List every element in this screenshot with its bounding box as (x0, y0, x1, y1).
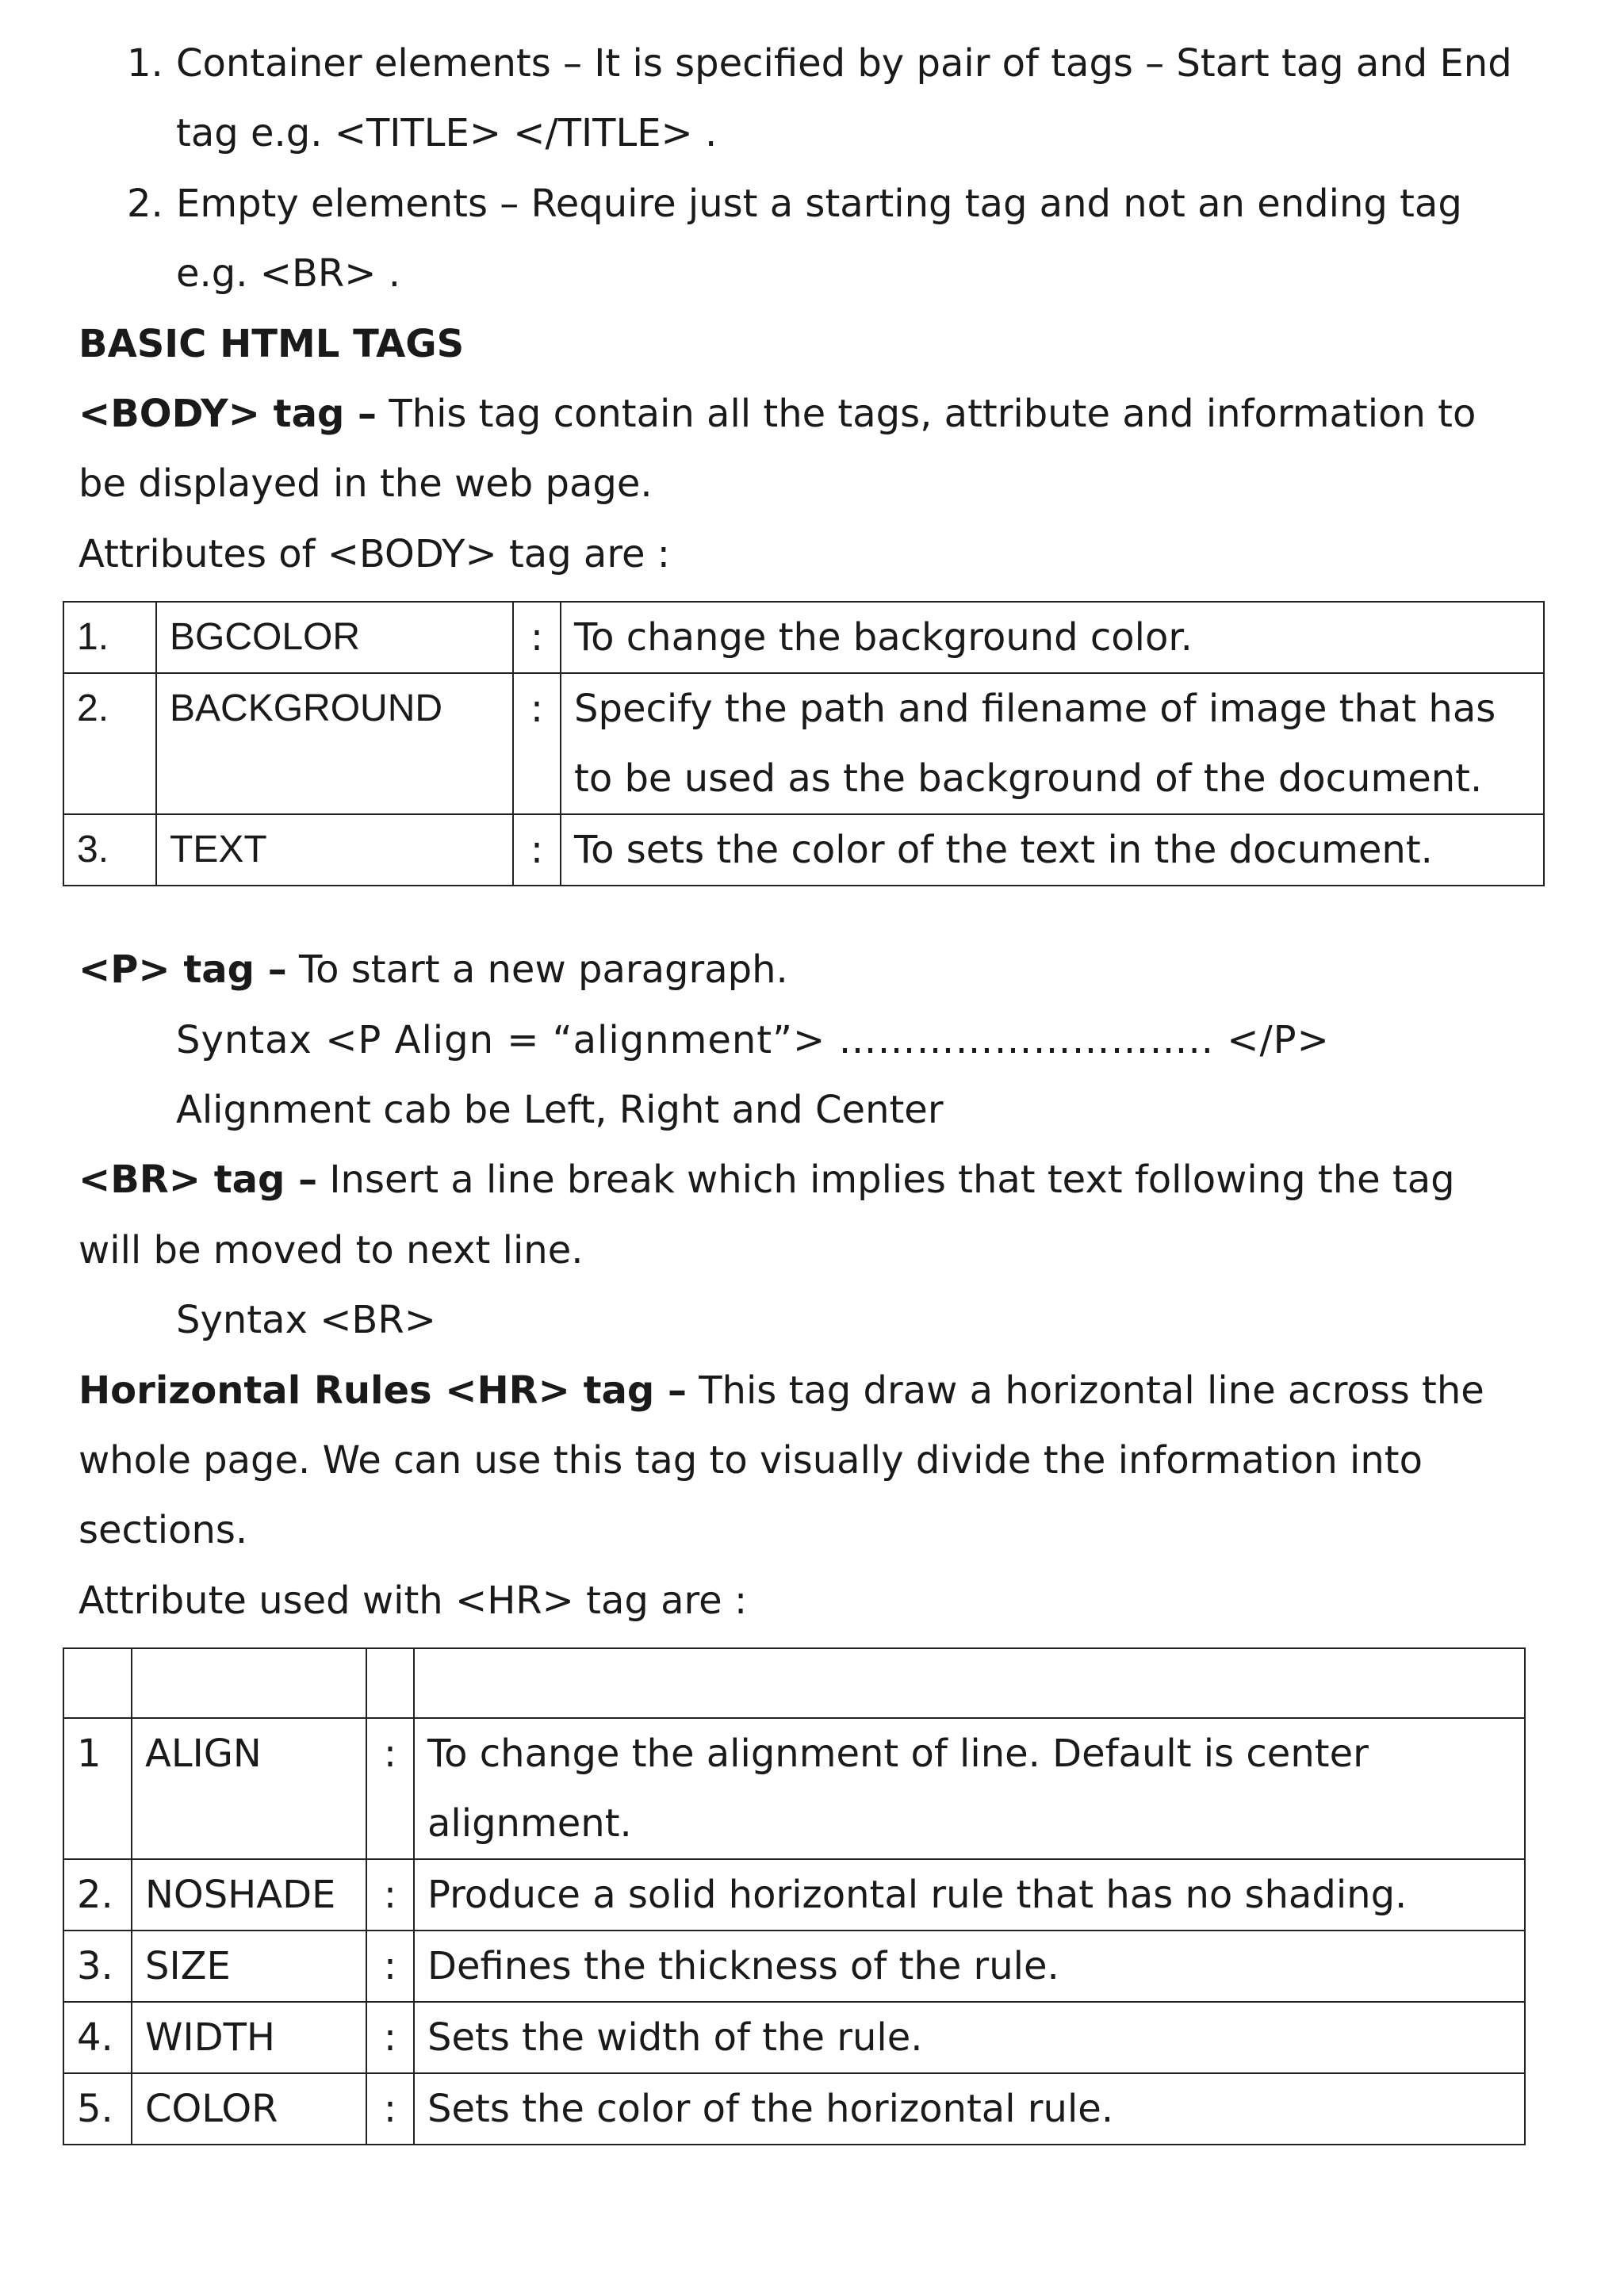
attribute-description: To sets the color of the text in the document. (561, 814, 1544, 886)
attribute-description: Specify the path and filename of image that has to be used as the background of the document. (561, 673, 1544, 814)
row-number (63, 1648, 132, 1718)
separator: : (513, 673, 561, 814)
br-tag-paragraph-line1 (79, 1145, 1455, 1215)
attribute-name: COLOR (132, 2073, 366, 2145)
list-item-1-line1: Container elements – It is specified by pair of tags – Start tag and End (176, 41, 1512, 86)
body-tag-text1: This tag contain all the tags, attribute and information to (377, 392, 1477, 436)
hr-tag-paragraph-line1 (79, 1356, 1484, 1425)
separator: : (366, 2073, 414, 2145)
p-tag-syntax: Syntax <P Align = “alignment”> ……………………….. </P> (176, 1018, 1330, 1062)
separator: : (513, 814, 561, 886)
attribute-description: To change the alignment of line. Default is center alignment. (414, 1718, 1525, 1859)
row-number: 3. (63, 814, 156, 886)
table-row (63, 1859, 1525, 1931)
row-number: 1 (63, 1718, 132, 1859)
p-tag-term: <P> tag – (79, 947, 287, 992)
hr-tag-text3: sections. (79, 1508, 248, 1552)
attribute-description: Produce a solid horizontal rule that has no shading. (414, 1859, 1525, 1931)
attribute-description (414, 1648, 1525, 1718)
body-attributes-table (63, 601, 1545, 886)
attribute-name: NOSHADE (132, 1859, 366, 1931)
p-tag-alignment: Alignment cab be Left, Right and Center (176, 1088, 944, 1132)
body-tag-paragraph-line1 (79, 379, 1476, 449)
separator (366, 1648, 414, 1718)
list-item-2-line2: e.g. <BR> . (176, 251, 401, 296)
attribute-name: BACKGROUND (156, 673, 513, 814)
br-tag-text2: will be moved to next line. (79, 1228, 584, 1272)
separator: : (366, 2002, 414, 2073)
br-tag-term: <BR> tag – (79, 1158, 318, 1202)
attribute-name: WIDTH (132, 2002, 366, 2073)
table-row (63, 602, 1544, 673)
row-number: 4. (63, 2002, 132, 2073)
table-row (63, 2073, 1525, 2145)
table-row (63, 1931, 1525, 2002)
list-item-2-number: 2. (127, 182, 163, 226)
separator: : (366, 1718, 414, 1859)
attribute-description: Sets the color of the horizontal rule. (414, 2073, 1525, 2145)
body-attr-intro: Attributes of <BODY> tag are : (79, 532, 670, 576)
br-tag-text1: Insert a line break which implies that text following the tag (317, 1158, 1455, 1202)
attribute-name: BGCOLOR (156, 602, 513, 673)
list-item-1-number: 1. (127, 41, 163, 86)
hr-attr-intro: Attribute used with <HR> tag are : (79, 1578, 748, 1623)
attribute-name (132, 1648, 366, 1718)
separator: : (513, 602, 561, 673)
hr-tag-text2: whole page. We can use this tag to visually divide the information into (79, 1438, 1423, 1483)
br-tag-syntax: Syntax <BR> (176, 1298, 436, 1342)
row-number: 2. (63, 1859, 132, 1931)
list-item-2-line1: Empty elements – Require just a starting tag and not an ending tag (176, 182, 1462, 226)
separator: : (366, 1931, 414, 2002)
attribute-name: ALIGN (132, 1718, 366, 1859)
body-tag-term: <BODY> tag – (79, 392, 377, 436)
body-tag-text2: be displayed in the web page. (79, 461, 653, 506)
hr-tag-term: Horizontal Rules <HR> tag – (79, 1368, 687, 1413)
attribute-description: Sets the width of the rule. (414, 2002, 1525, 2073)
list-item-1-line2: tag e.g. <TITLE> </TITLE> . (176, 111, 718, 155)
attribute-name: TEXT (156, 814, 513, 886)
attribute-description: To change the background color. (561, 602, 1544, 673)
hr-tag-text1: This tag draw a horizontal line across the (686, 1368, 1484, 1413)
table-row (63, 1648, 1525, 1718)
table-row (63, 814, 1544, 886)
p-tag-text: To start a new paragraph. (286, 947, 788, 992)
row-number: 3. (63, 1931, 132, 2002)
p-tag-paragraph (79, 935, 788, 1004)
separator: : (366, 1859, 414, 1931)
row-number: 5. (63, 2073, 132, 2145)
section-heading: BASIC HTML TAGS (79, 322, 465, 366)
table-row (63, 2002, 1525, 2073)
table-row (63, 1718, 1525, 1859)
table-row (63, 673, 1544, 814)
attribute-description: Defines the thickness of the rule. (414, 1931, 1525, 2002)
row-number: 2. (63, 673, 156, 814)
attribute-name: SIZE (132, 1931, 366, 2002)
row-number: 1. (63, 602, 156, 673)
hr-attributes-table (63, 1647, 1526, 2145)
